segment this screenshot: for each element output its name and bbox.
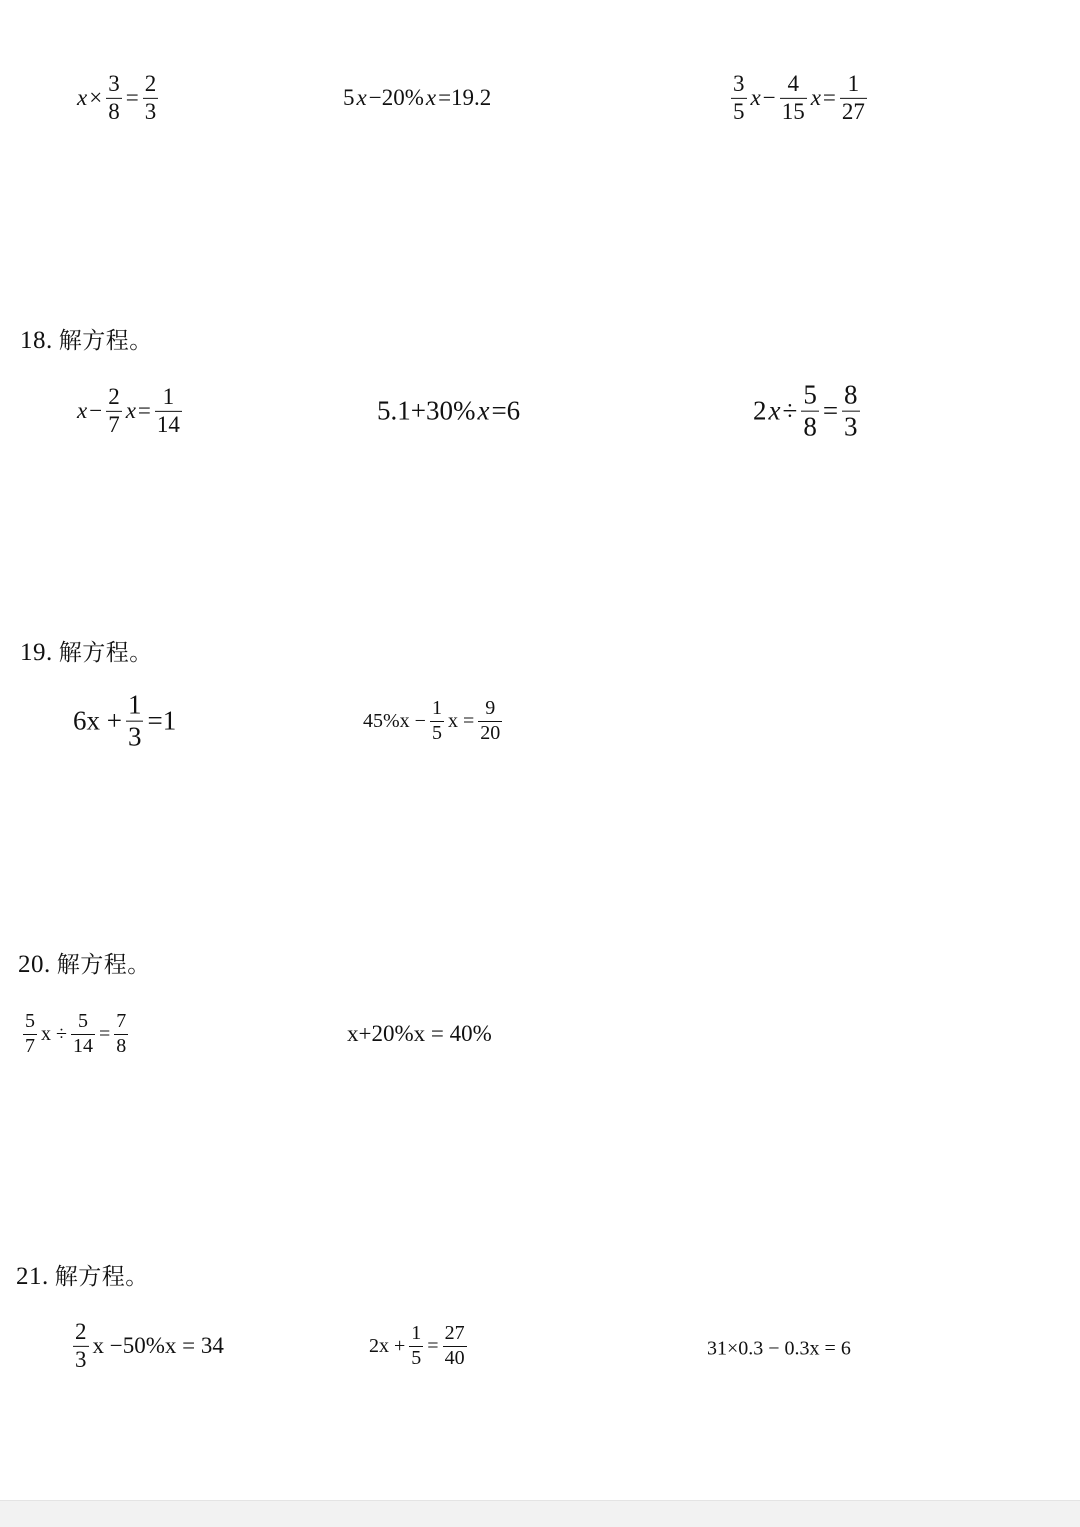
equation-variable: x — [750, 85, 761, 110]
equation — [76, 72, 161, 124]
fraction — [409, 1323, 423, 1369]
equation-variable: x — [356, 85, 367, 110]
fraction-denominator: 5 — [431, 722, 442, 744]
fraction-denominator: 3 — [144, 99, 157, 124]
equation-text: = — [98, 1022, 111, 1045]
question-number: 21. — [16, 1263, 49, 1290]
fraction-numerator: 3 — [733, 70, 745, 96]
equation — [362, 698, 505, 744]
fraction — [840, 72, 867, 124]
question-label: 解方程。 — [54, 1264, 149, 1290]
equation-text: = — [137, 398, 151, 423]
equation-text: = — [822, 85, 836, 110]
fraction-numerator: 9 — [485, 697, 496, 719]
equation-variable: x — [125, 398, 136, 423]
fraction-denominator: 3 — [844, 412, 858, 442]
fraction — [842, 381, 860, 442]
fraction-numerator: 5 — [25, 1010, 35, 1032]
fraction — [478, 698, 502, 744]
question-heading — [18, 950, 151, 980]
fraction — [23, 1011, 37, 1057]
equation — [368, 1323, 470, 1369]
fraction-denominator: 5 — [411, 1347, 422, 1369]
fraction-denominator: 15 — [781, 99, 805, 124]
fraction — [106, 72, 122, 124]
equation — [706, 1338, 852, 1361]
equation — [20, 1011, 131, 1057]
fraction — [443, 1323, 467, 1369]
fraction — [780, 72, 807, 124]
fraction-numerator: 1 — [847, 70, 860, 96]
equation-variable: x — [477, 395, 490, 426]
fraction-numerator: 2 — [108, 383, 120, 409]
equation-text: =1 — [147, 705, 177, 736]
equation-text: 31×0.3 − 0.3x = 6 — [707, 1337, 851, 1360]
equation — [346, 1021, 493, 1047]
equation-text: − — [762, 85, 776, 110]
equation-variable: x — [810, 85, 821, 110]
equation-text: = — [427, 1334, 439, 1357]
equation — [752, 381, 863, 442]
fraction — [126, 691, 144, 752]
fraction-numerator: 1 — [431, 697, 442, 719]
question-heading — [20, 638, 153, 668]
fraction-denominator: 14 — [156, 412, 180, 437]
fraction — [731, 72, 747, 124]
fraction-denominator: 5 — [733, 99, 745, 124]
fraction — [143, 72, 159, 124]
fraction-denominator: 8 — [108, 99, 120, 124]
fraction — [801, 381, 819, 442]
equation-text: =19.2 — [438, 85, 492, 110]
equation — [728, 72, 870, 124]
equation-text: −20% — [368, 85, 424, 110]
fraction-numerator: 2 — [75, 1318, 87, 1344]
fraction-denominator: 3 — [127, 722, 142, 752]
equation-text: 45%x − — [363, 709, 426, 732]
equation — [76, 385, 185, 437]
equation-text: × — [89, 85, 103, 110]
fraction-numerator: 2 — [144, 70, 157, 96]
fraction-numerator: 5 — [77, 1010, 88, 1032]
equation-text: 6x + — [73, 705, 122, 736]
equation-text: x = — [447, 709, 475, 732]
equation-text: ÷ — [782, 395, 798, 426]
fraction-denominator: 40 — [444, 1347, 465, 1369]
equation-text: = — [125, 85, 139, 110]
fraction-denominator: 27 — [841, 99, 865, 124]
equation-text: 5 — [343, 85, 355, 110]
fraction-numerator: 5 — [803, 379, 817, 410]
equation-text: 2 — [753, 395, 767, 426]
equation-variable: x — [77, 398, 88, 423]
equation-text: x −50%x = 34 — [92, 1333, 224, 1358]
equation — [376, 396, 521, 427]
equation-text: x ÷ — [41, 1022, 67, 1045]
equation — [342, 85, 492, 111]
fraction-numerator: 1 — [162, 383, 175, 409]
fraction-denominator: 8 — [803, 412, 817, 442]
fraction-numerator: 8 — [844, 379, 858, 410]
fraction-numerator: 27 — [444, 1322, 465, 1344]
fraction-numerator: 1 — [127, 689, 142, 720]
fraction-denominator: 3 — [75, 1347, 87, 1372]
fraction-denominator: 7 — [108, 412, 120, 437]
question-heading — [16, 1262, 149, 1292]
fraction-numerator: 1 — [411, 1322, 422, 1344]
question-number: 18. — [20, 327, 53, 354]
fraction-numerator: 4 — [787, 70, 799, 96]
question-heading — [20, 326, 153, 356]
fraction-numerator: 3 — [108, 70, 120, 96]
question-label: 解方程。 — [58, 640, 153, 666]
fraction-numerator: 7 — [116, 1010, 127, 1032]
fraction-denominator: 20 — [480, 722, 501, 744]
equation-text: = — [822, 395, 839, 426]
fraction — [106, 385, 122, 437]
equation-variable: x — [77, 85, 88, 110]
equation — [70, 1320, 225, 1372]
equation-variable: x — [425, 85, 437, 110]
equation — [72, 691, 177, 752]
question-label: 解方程。 — [58, 328, 153, 354]
fraction — [73, 1320, 89, 1372]
question-label: 解方程。 — [56, 952, 151, 978]
fraction-denominator: 8 — [116, 1035, 127, 1057]
fraction-denominator: 14 — [72, 1035, 93, 1057]
equation-text: 5.1+30% — [377, 395, 476, 426]
fraction-denominator: 7 — [25, 1035, 35, 1057]
question-number: 20. — [18, 951, 51, 978]
question-number: 19. — [20, 639, 53, 666]
fraction — [155, 385, 182, 437]
equation-variable: x — [768, 395, 781, 426]
fraction — [430, 698, 444, 744]
fraction — [71, 1011, 95, 1057]
equation-text: =6 — [491, 395, 521, 426]
equation-text: x+20%x = 40% — [347, 1021, 492, 1046]
fraction — [114, 1011, 128, 1057]
equation-text: 2x + — [369, 1334, 406, 1357]
equation-text: − — [89, 398, 103, 423]
footer-band — [0, 1500, 1080, 1527]
